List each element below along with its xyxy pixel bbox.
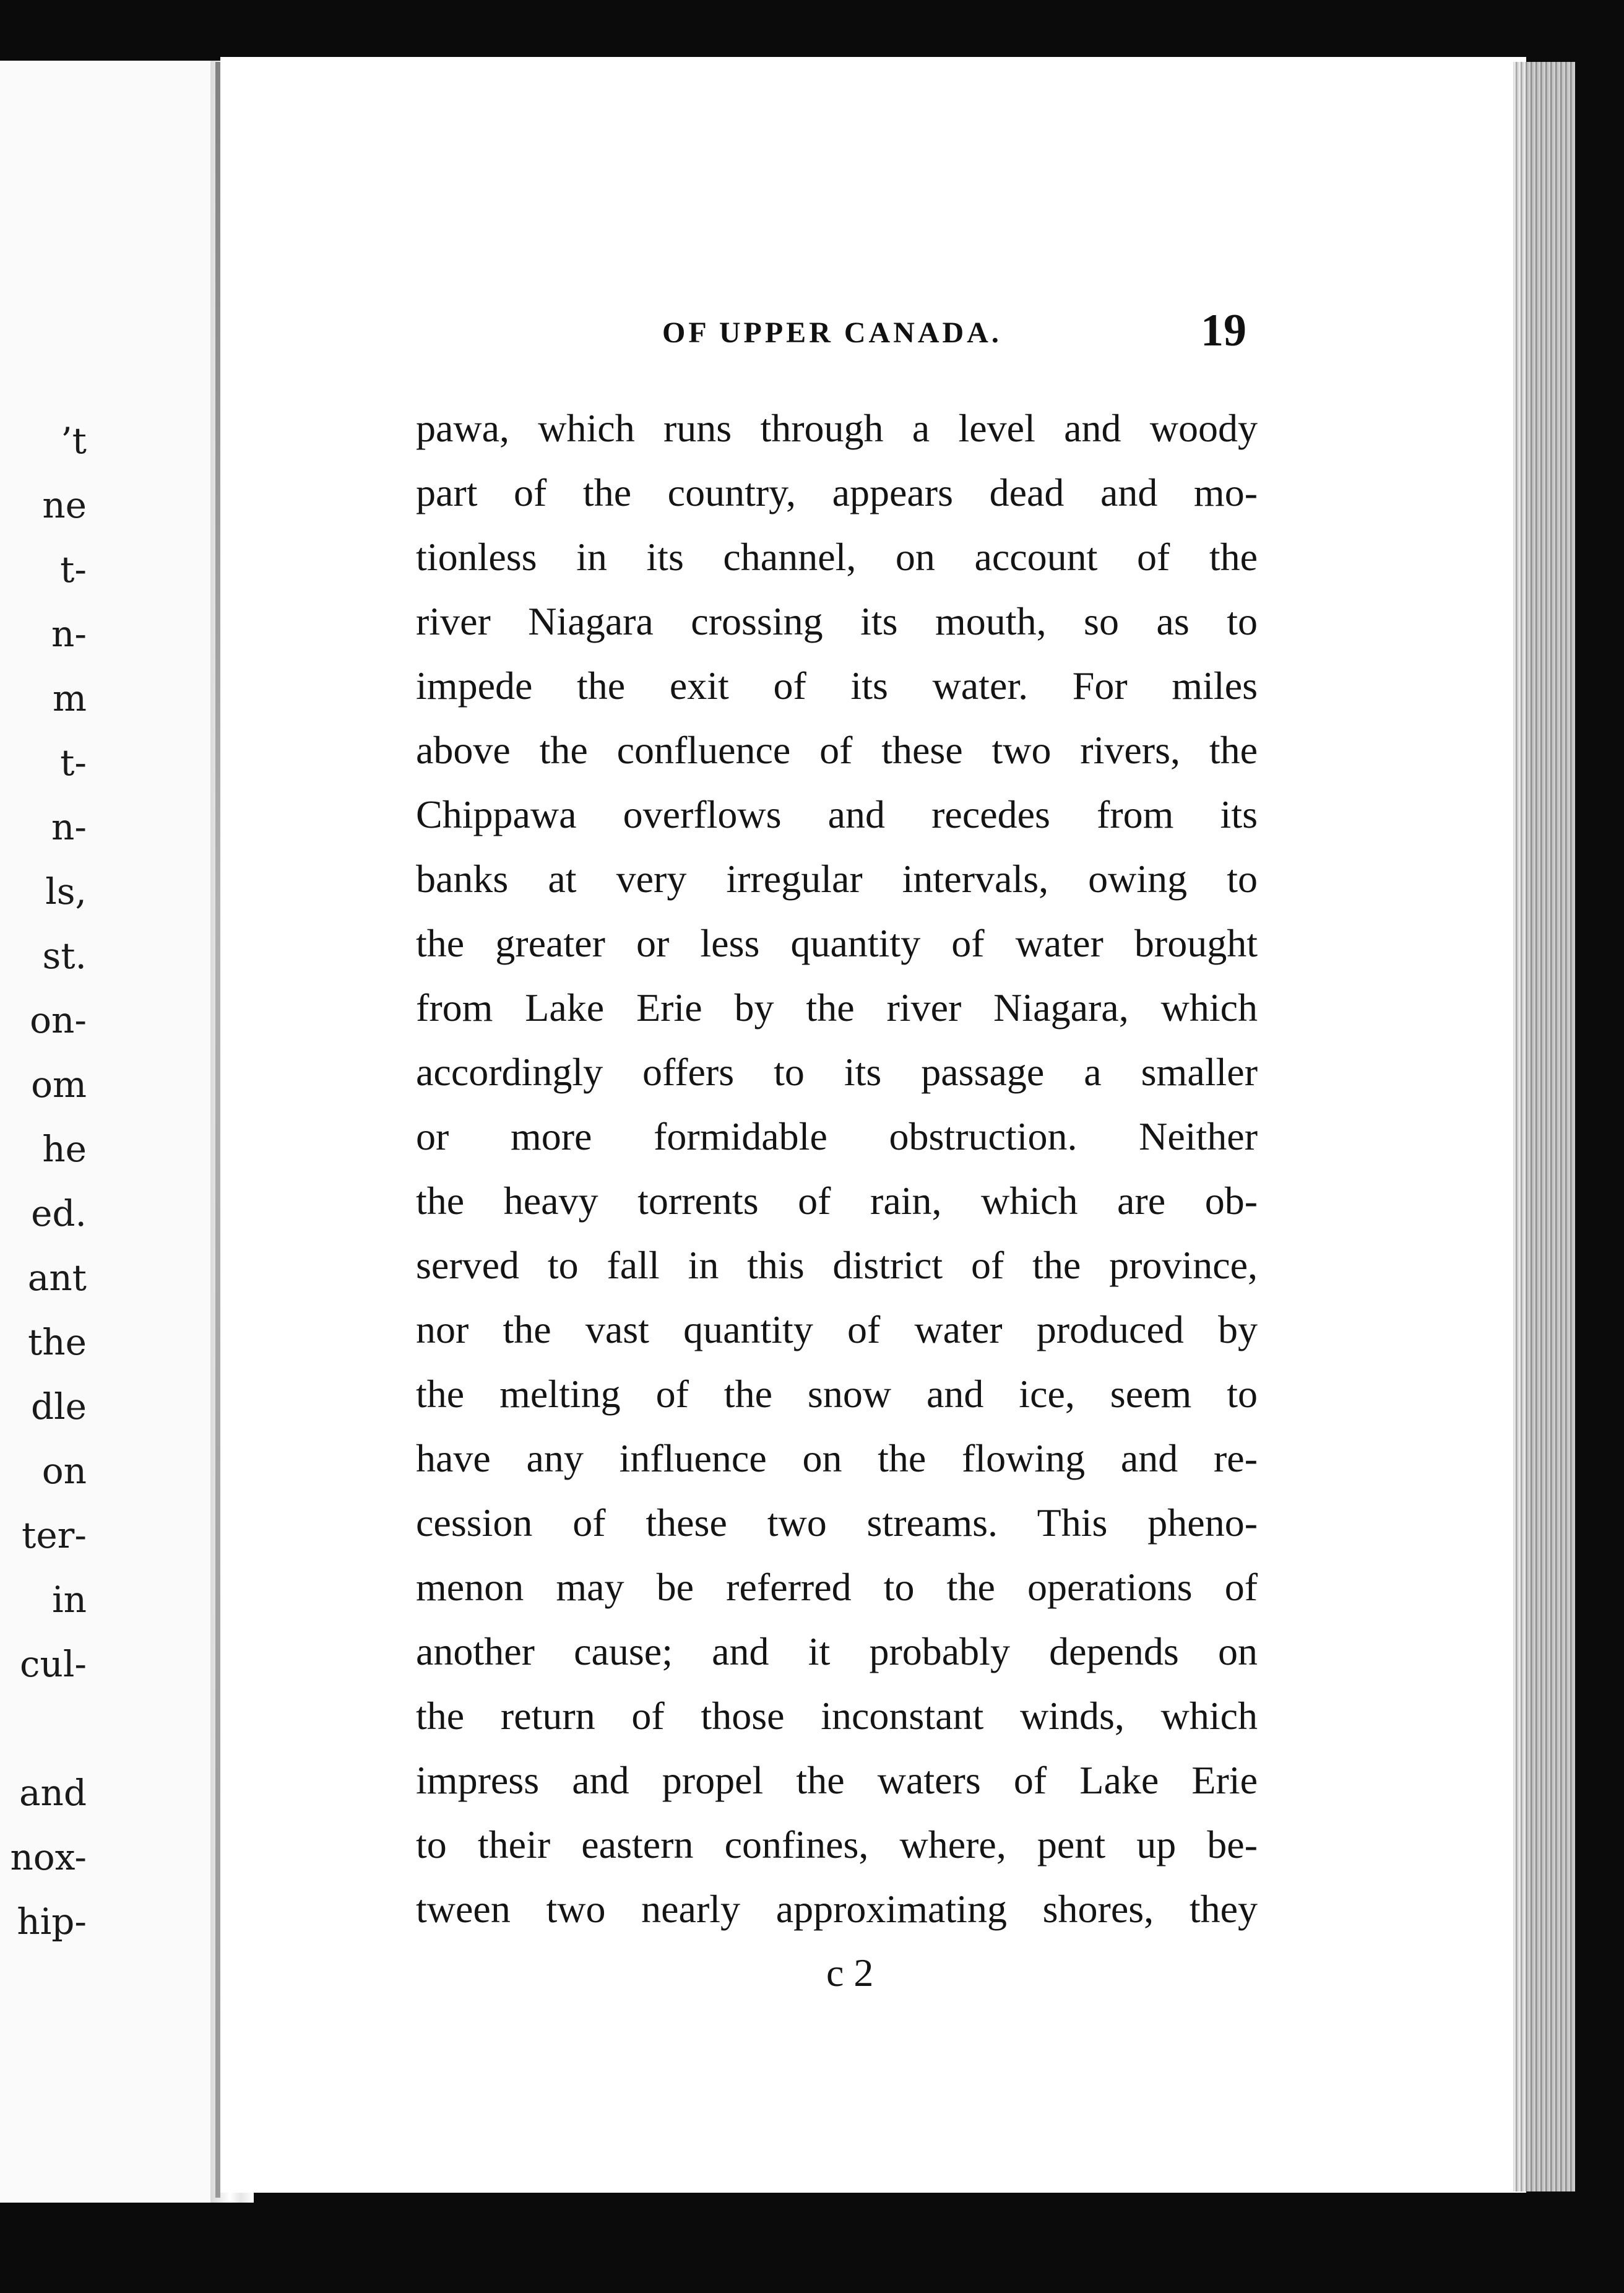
line-fragment: t- xyxy=(60,742,87,784)
line-fragment xyxy=(0,1696,87,1761)
line-fragment: ter- xyxy=(22,1514,87,1556)
line-fragment: he xyxy=(42,1128,87,1170)
page-number: 19 xyxy=(1201,305,1246,356)
line-fragment: st. xyxy=(42,935,87,977)
text-line: part of the country, appears dead and mo- xyxy=(416,470,1258,514)
line-fragment: ne xyxy=(42,484,87,526)
line-fragment: the xyxy=(28,1321,87,1363)
previous-page-line-endings xyxy=(0,409,87,1954)
running-head: OF UPPER CANADA. xyxy=(662,316,1002,349)
text-line: the return of those inconstant winds, which xyxy=(416,1694,1258,1738)
text-line: impress and propel the waters of Lake Erie xyxy=(416,1758,1258,1802)
line-fragment: and xyxy=(19,1772,87,1814)
line-fragment: hip- xyxy=(17,1901,87,1943)
line-fragment: n- xyxy=(51,806,87,848)
line-fragment: ant xyxy=(27,1257,87,1299)
text-line: banks at very irregular intervals, owing to xyxy=(416,857,1258,901)
body-text xyxy=(416,396,1258,1941)
text-line: served to fall in this district of the province, xyxy=(416,1243,1258,1287)
text-line: river Niagara crossing its mouth, so as to xyxy=(416,599,1258,643)
signature-mark: c 2 xyxy=(826,1951,874,1995)
line-fragment: on xyxy=(41,1450,87,1492)
text-line: impede the exit of its water. For miles xyxy=(416,664,1258,708)
text-line: above the confluence of these two rivers, the xyxy=(416,728,1258,772)
text-line: have any influence on the flowing and re- xyxy=(416,1436,1258,1480)
text-line: Chippawa overflows and recedes from its xyxy=(416,792,1258,836)
text-line: accordingly offers to its passage a smaller xyxy=(416,1050,1258,1094)
line-fragment: ls, xyxy=(45,870,87,912)
text-line: pawa, which runs through a level and woody xyxy=(416,406,1258,450)
line-fragment: m xyxy=(53,677,87,719)
text-line: tween two nearly approximating shores, they xyxy=(416,1887,1258,1931)
line-fragment: nox- xyxy=(10,1836,87,1878)
text-line: the greater or less quantity of water brought xyxy=(416,921,1258,965)
line-fragment: cul- xyxy=(20,1643,87,1685)
text-line: to their eastern confines, where, pent up be- xyxy=(416,1823,1258,1866)
line-fragment: n- xyxy=(51,613,87,655)
previous-page-edge xyxy=(0,61,235,2203)
gutter-shadow xyxy=(215,62,220,2198)
text-line: the heavy torrents of rain, which are ob- xyxy=(416,1179,1258,1223)
text-line: another cause; and it probably depends on xyxy=(416,1629,1258,1673)
text-line: the melting of the snow and ice, seem to xyxy=(416,1372,1258,1416)
line-fragment: on- xyxy=(30,999,87,1041)
text-line: from Lake Erie by the river Niagara, which xyxy=(416,986,1258,1029)
line-fragment: om xyxy=(31,1064,87,1106)
text-line: tionless in its channel, on account of the xyxy=(416,535,1258,579)
text-line: or more formidable obstruction. Neither xyxy=(416,1114,1258,1158)
line-fragment: in xyxy=(52,1579,87,1621)
page-block-edges xyxy=(1513,62,1575,2191)
line-fragment: ’t xyxy=(61,420,87,462)
text-line: cession of these two streams. This pheno- xyxy=(416,1501,1258,1545)
line-fragment: ed. xyxy=(31,1192,87,1234)
line-fragment: dle xyxy=(30,1385,87,1428)
text-line: nor the vast quantity of water produced by xyxy=(416,1307,1258,1351)
line-fragment: t- xyxy=(60,548,87,591)
text-line: menon may be referred to the operations of xyxy=(416,1565,1258,1609)
